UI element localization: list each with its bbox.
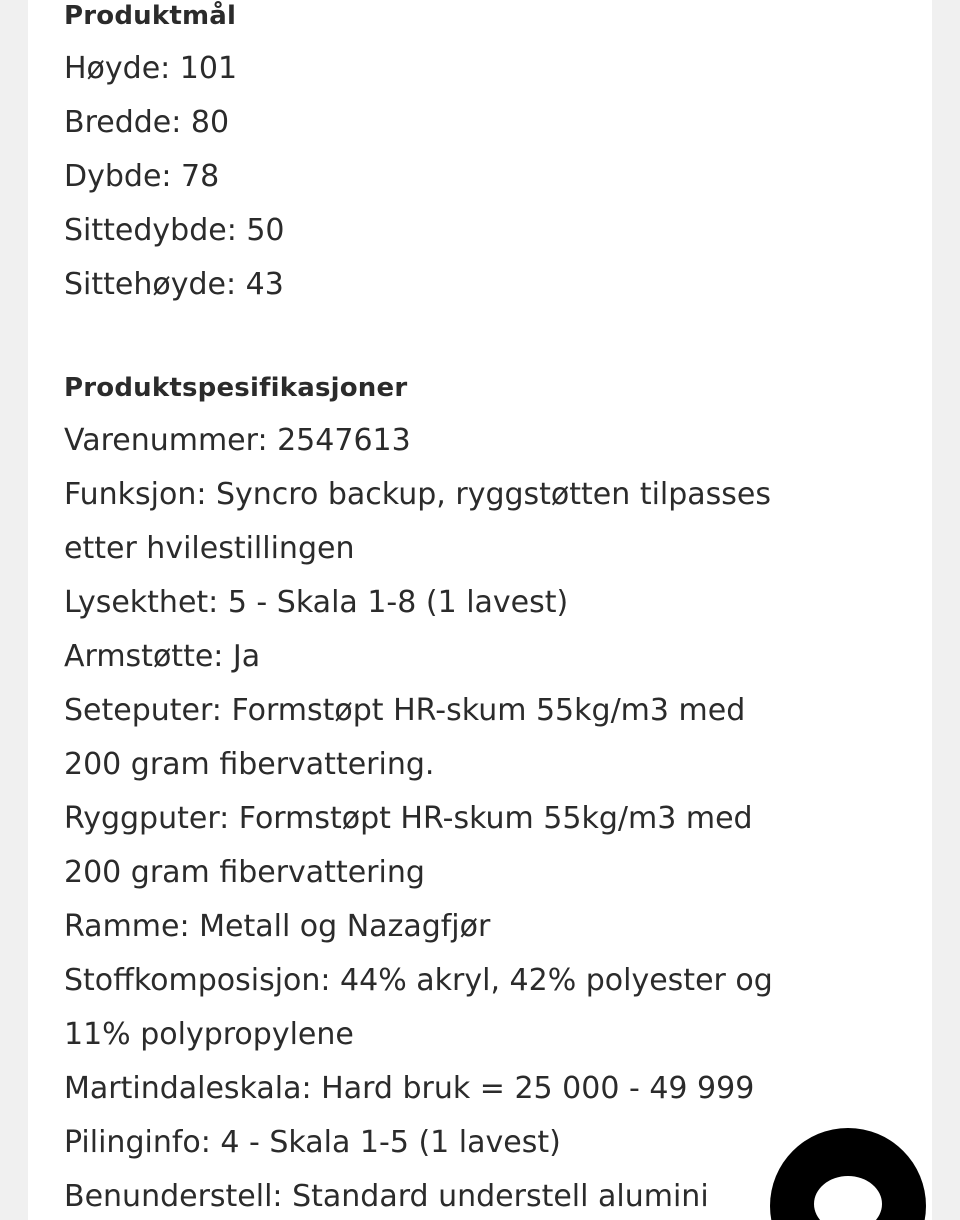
chat-bubble-icon (814, 1176, 882, 1220)
spec-line: Armstøtte: Ja (64, 639, 261, 674)
spec-item-pilling (64, 1116, 864, 1170)
spec-item-back-cushions (64, 792, 864, 900)
product-dimensions-section (64, 0, 864, 312)
spec-line: 200 gram fibervattering. (64, 747, 435, 782)
spec-item-fabric-composition (64, 954, 864, 1062)
spec-line: Stoffkomposisjon: 44% akryl, 42% polyester og (64, 963, 773, 998)
spec-item-seat-cushions (64, 684, 864, 792)
dimension-depth: Dybde: 78 (64, 159, 220, 194)
spec-line: 200 gram fibervattering (64, 855, 425, 890)
dimensions-heading: Produktmål (64, 1, 237, 31)
spec-item-article-number (64, 414, 864, 468)
spec-item-armrest (64, 630, 864, 684)
section-spacer (64, 312, 864, 364)
dimension-height: Høyde: 101 (64, 51, 238, 86)
spec-line: Benunderstell: Standard understell alumini (64, 1179, 709, 1214)
spec-line: Ramme: Metall og Nazagfjør (64, 909, 491, 944)
product-info-card (28, 0, 932, 1220)
spec-line: Pilinginfo: 4 - Skala 1-5 (1 lavest) (64, 1125, 561, 1160)
spec-line: Varenummer: 2547613 (64, 423, 411, 458)
spec-line: etter hvilestillingen (64, 531, 355, 566)
spec-line: Martindaleskala: Hard bruk = 25 000 - 49 999 (64, 1071, 755, 1106)
dimension-seat-depth: Sittedybde: 50 (64, 213, 285, 248)
spec-line: Ryggputer: Formstøpt HR-skum 55kg/m3 med (64, 801, 753, 836)
spec-item-function (64, 468, 864, 576)
product-info-content (64, 0, 864, 1220)
spec-item-lightfastness (64, 576, 864, 630)
spec-item-martindale (64, 1062, 864, 1116)
product-specifications-section (64, 364, 864, 1220)
spec-item-leg-frame (64, 1170, 864, 1220)
dimension-width: Bredde: 80 (64, 105, 230, 140)
spec-line: Seteputer: Formstøpt HR-skum 55kg/m3 med (64, 693, 746, 728)
dimension-seat-height: Sittehøyde: 43 (64, 267, 284, 302)
spec-item-frame (64, 900, 864, 954)
spec-line: 11% polypropylene (64, 1017, 354, 1052)
spec-line: Lysekthet: 5 - Skala 1-8 (1 lavest) (64, 585, 569, 620)
specifications-heading: Produktspesifikasjoner (64, 373, 408, 403)
spec-line: Funksjon: Syncro backup, ryggstøtten tilpasses (64, 477, 772, 512)
